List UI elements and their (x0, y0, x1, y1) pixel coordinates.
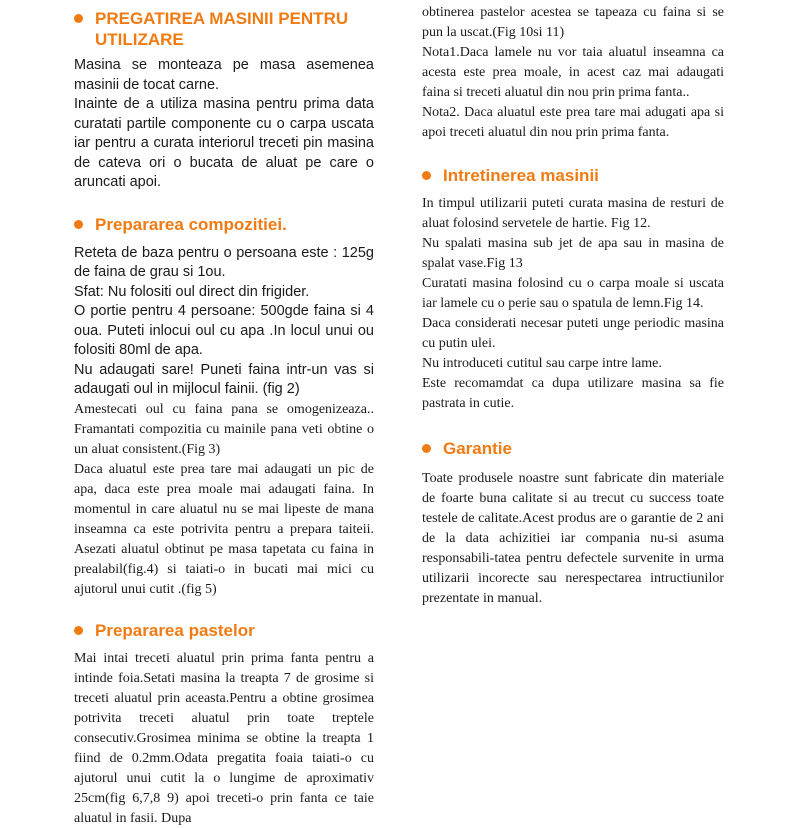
pasta-prep-body (74, 649, 374, 829)
paragraph: Nu adaugati sare! Puneti faina intr-un vas si adaugati oul in mijlocul fainii. (fig 2) (74, 361, 374, 397)
paragraph: Reteta de baza pentru o persoana este : 125g de faina de grau si 1ou. (74, 244, 374, 280)
paragraph: Nota1.Daca lamele nu vor taia aluatul inseamna ca acesta este prea moale, in acest caz mai adaugati faina si treceti aluatul din nou prin prima fanta.. (422, 45, 724, 100)
section-heading-machine-prep (74, 8, 374, 50)
paragraph: Mai intai treceti aluatul prin prima fanta pentru a intinde foia.Setati masina la treapta 7 de grosime si treceti aluatul prin aceasta.Pentru a obtine grosimea potrivita treceti aluatul prin toate treptele consecutiv.Grosimea minima se obtine la treapta 1 fiind de 0.2mm.Odata pregatita foaia taiati-o cu ajutorul unui cutit la o lungime de aproximativ 25cm(fig 6,7,8 9) apoi treceti-o prin fanta ce taie aluatul in fasii. Dupa (74, 650, 374, 826)
paragraph: Inainte de a utiliza masina pentru prima data curatati partile componente cu o carpa uscata iar pentru a curata interiorul treceti pin masina de cateva ori o bucata de aluat pe care o aruncati apoi. (74, 96, 374, 190)
paragraph: In timpul utilizarii puteti curata masina de resturi de aluat folosind servetele de hartie. Fig 12. (422, 196, 724, 231)
paragraph: Sfat: Nu folositi oul direct din frigider. (74, 283, 310, 300)
right-column (422, 0, 724, 609)
bullet-icon (74, 14, 83, 23)
paragraph: Curatati masina folosind cu o carpa moale si uscata iar lamele cu o perie sau o spatula de lemn.Fig 14. (422, 276, 724, 311)
section-heading-pasta-prep (74, 620, 374, 641)
maintenance-body (422, 194, 724, 414)
pasta-prep-continuation (422, 3, 724, 143)
machine-prep-body (74, 56, 374, 193)
paragraph: Nu spalati masina sub jet de apa sau in masina de spalat vase.Fig 13 (422, 236, 724, 271)
paragraph: Daca aluatul este prea tare mai adaugati un pic de apa, daca este prea moale mai adaugati faina. In momentul in care aluatul nu se mai lipeste de mana inseamna ca este potrivita pentru a prepara taiteii. Asezati aluatul obtinut pe masa tapetata cu faina in prealabil(fig.4) si taiati-o in bucati mai mici cu ajutorul unui cutit .(fig 5) (74, 461, 374, 597)
paragraph: Nota2. Daca aluatul este prea tare mai adugati apa si apoi treceti aluatul din nou prin prima fanta. (422, 105, 724, 140)
paragraph: Amestecati oul cu faina pana se omogenizeaza.. Framantati compozitia cu mainile pana veti obtine o un aluat consistent.(Fig 3) (74, 401, 374, 457)
heading-text: PREGATIREA MASINII PENTRU UTILIZARE (95, 9, 349, 49)
section-heading-warranty (422, 438, 724, 459)
left-column (74, 0, 374, 829)
paragraph: Daca considerati necesar puteti unge periodic masina cu putin ulei. (422, 316, 724, 351)
paragraph: Nu introduceti cutitul sau carpe intre lame. (422, 356, 662, 371)
paragraph: O portie pentru 4 persoane: 500gde faina si 4 oua. Puteti inlocui oul cu apa .In locul unui ou folositi 80ml de apa. (74, 303, 374, 358)
heading-text: Intretinerea masinii (443, 166, 599, 185)
bullet-icon (74, 626, 83, 635)
section-heading-composition (74, 214, 374, 235)
section-heading-maintenance (422, 165, 724, 186)
bullet-icon (74, 220, 83, 229)
heading-text: Garantie (443, 439, 512, 458)
heading-text: Prepararea compozitiei. (95, 214, 287, 234)
paragraph: Masina se monteaza pe masa asemenea masinii de tocat carne. (74, 57, 374, 93)
bullet-icon (422, 444, 431, 453)
warranty-body (422, 469, 724, 609)
paragraph: obtinerea pastelor acestea se tapeaza cu faina si se pun la uscat.(Fig 10si 11) (422, 5, 724, 40)
composition-body (74, 244, 374, 600)
paragraph: Este recomamdat ca dupa utilizare masina sa fie pastrata in cutie. (422, 376, 724, 411)
paragraph: Toate produsele noastre sunt fabricate din materiale de foarte buna calitate si au trecut cu success toate testele de calitate.Acest produs are o garantie de 2 ani de la data achizitiei iar compania nu-si asuma responsabili-tatea pentru defectele survenite in urma utilizarii incorecte sau nerespectarea intructiunilor prezentate in manual. (422, 471, 724, 606)
heading-text: Prepararea pastelor (95, 620, 255, 640)
bullet-icon (422, 171, 431, 180)
